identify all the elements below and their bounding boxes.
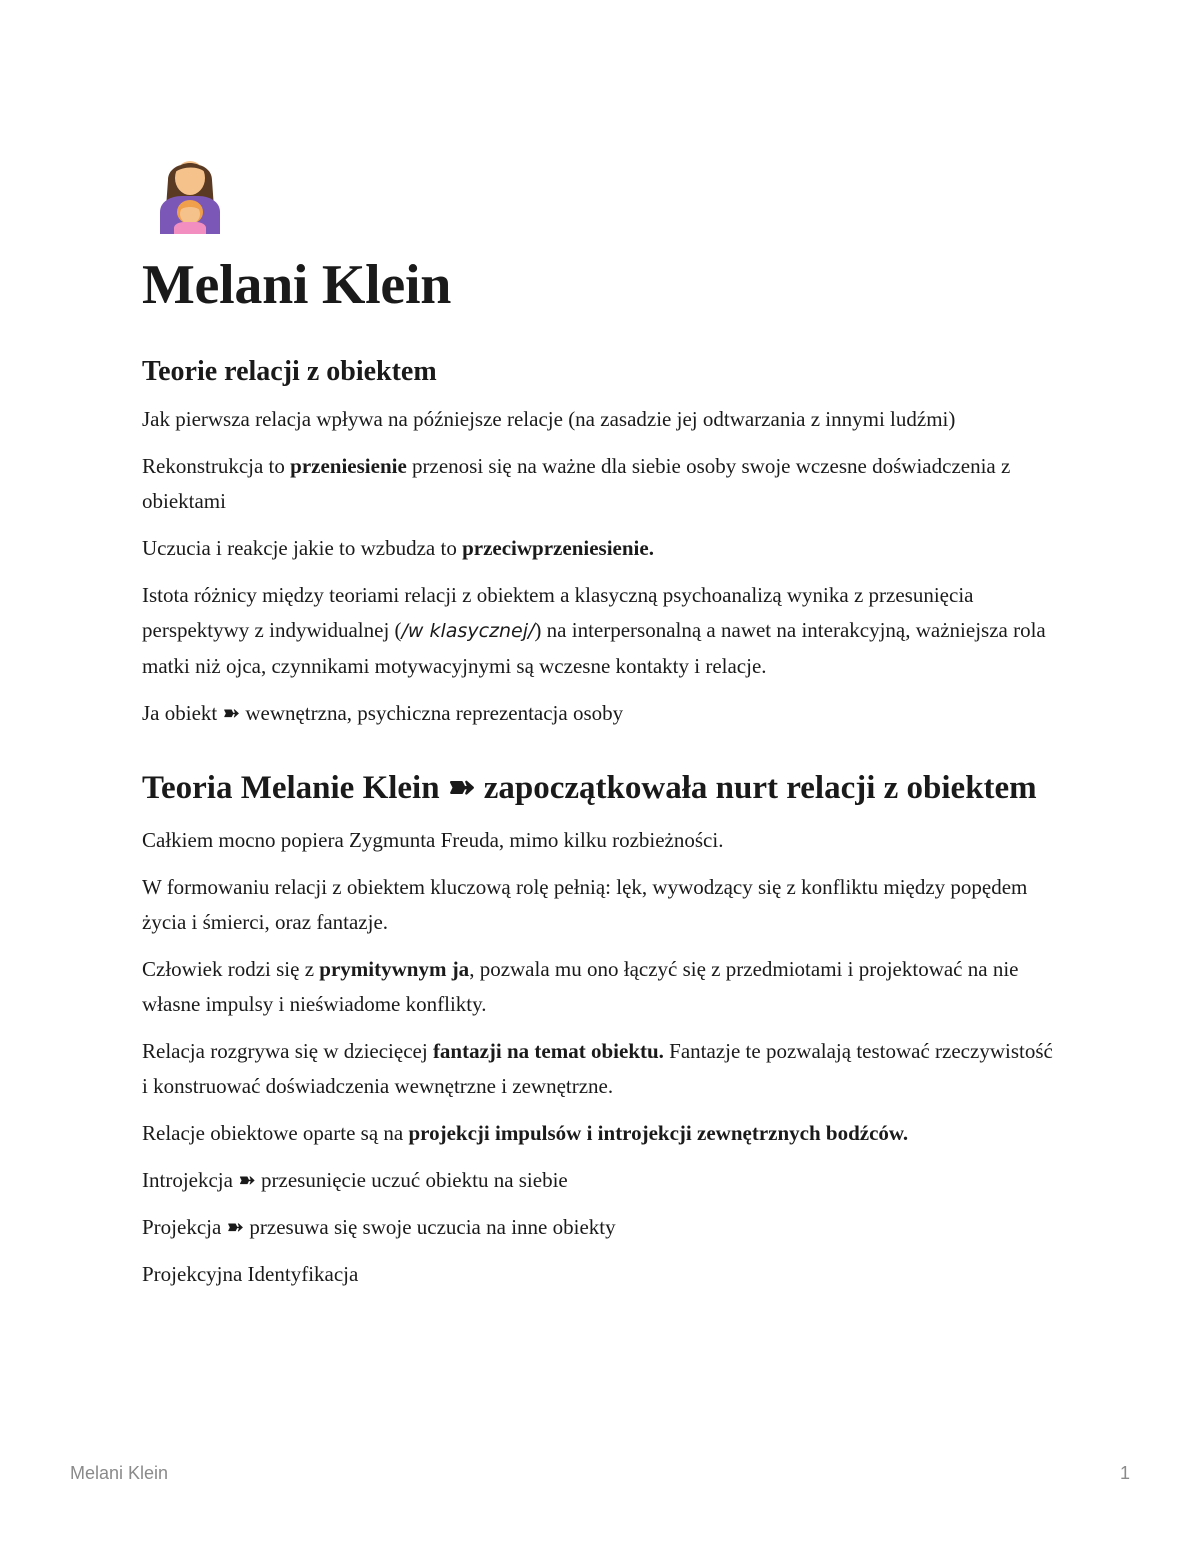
section-heading-teoria-melanie-klein: Teoria Melanie Klein ➽ zapoczątkowała nurt relacji z obiektem — [142, 769, 1037, 806]
paragraph: Ja obiekt ➽ wewnętrzna, psychiczna reprezentacja osoby — [142, 700, 624, 725]
paragraph: Projekcyjna Identyfikacja — [142, 1262, 359, 1287]
italic-note: /w klasycznej/ — [401, 619, 535, 642]
paragraph: Relacja rozgrywa się w dziecięcej fantazji na temat obiektu. Fantazje te pozwalają testować rzeczywistość i konstruować doświadczenia wewnętrzne i zewnętrzne. — [142, 1039, 1053, 1099]
page-title: Melani Klein — [142, 254, 452, 316]
page-number: 1 — [1119, 1463, 1130, 1483]
paragraph: W formowaniu relacji z obiektem kluczową rolę pełnią: lęk, wywodzący się z konfliktu między popędem życia i śmierci, oraz fantazje. — [142, 875, 1028, 935]
bold-term: prymitywnym ja — [319, 957, 470, 982]
bold-term: przeniesienie — [290, 453, 407, 478]
bold-term: projekcji impulsów i introjekcji zewnętrznych bodźców. — [408, 1121, 909, 1146]
woman-and-girl-emoji-icon — [154, 150, 226, 234]
bold-term: fantazji na temat obiektu. — [432, 1039, 664, 1064]
footer-title: Melani Klein — [70, 1463, 169, 1483]
paragraph: Uczucia i reakcje jakie to wzbudza to przeciwprzeniesienie. — [142, 535, 654, 560]
paragraph: Relacje obiektowe oparte są na projekcji impulsów i introjekcji zewnętrznych bodźców. — [142, 1121, 909, 1146]
bold-term: przeciwprzeniesienie. — [462, 535, 654, 560]
section-heading-teorie-relacji: Teorie relacji z obiektem — [142, 356, 437, 388]
paragraph: Człowiek rodzi się z prymitywnym ja, pozwala mu ono łączyć się z przedmiotami i projektować na nie własne impulsy i nieświadome konflikty. — [142, 957, 1019, 1017]
page-footer — [70, 1463, 1130, 1484]
document-page — [142, 150, 1062, 1304]
paragraph: Istota różnicy między teoriami relacji z obiektem a klasyczną psychoanalizą wynika z przesunięcia perspektywy z indywidualnej (/w klasycznej/) na interpersonalną a nawet na interakcyjną, ważniejsza rola matki niż ojca, czynnikami motywacyjnymi są wczesne kontakty i relacje. — [142, 582, 1046, 678]
paragraph: Introjekcja ➽ przesunięcie uczuć obiektu na siebie — [142, 1168, 568, 1193]
paragraph: Projekcja ➽ przesuwa się swoje uczucia na inne obiekty — [142, 1215, 616, 1240]
paragraph: Rekonstrukcja to przeniesienie przenosi się na ważne dla siebie osoby swoje wczesne doświadczenia z obiektami — [142, 453, 1011, 513]
paragraph: Całkiem mocno popiera Zygmunta Freuda, mimo kilku rozbieżności. — [142, 828, 724, 853]
paragraph: Jak pierwsza relacja wpływa na późniejsze relacje (na zasadzie jej odtwarzania z innymi ludźmi) — [142, 406, 956, 431]
